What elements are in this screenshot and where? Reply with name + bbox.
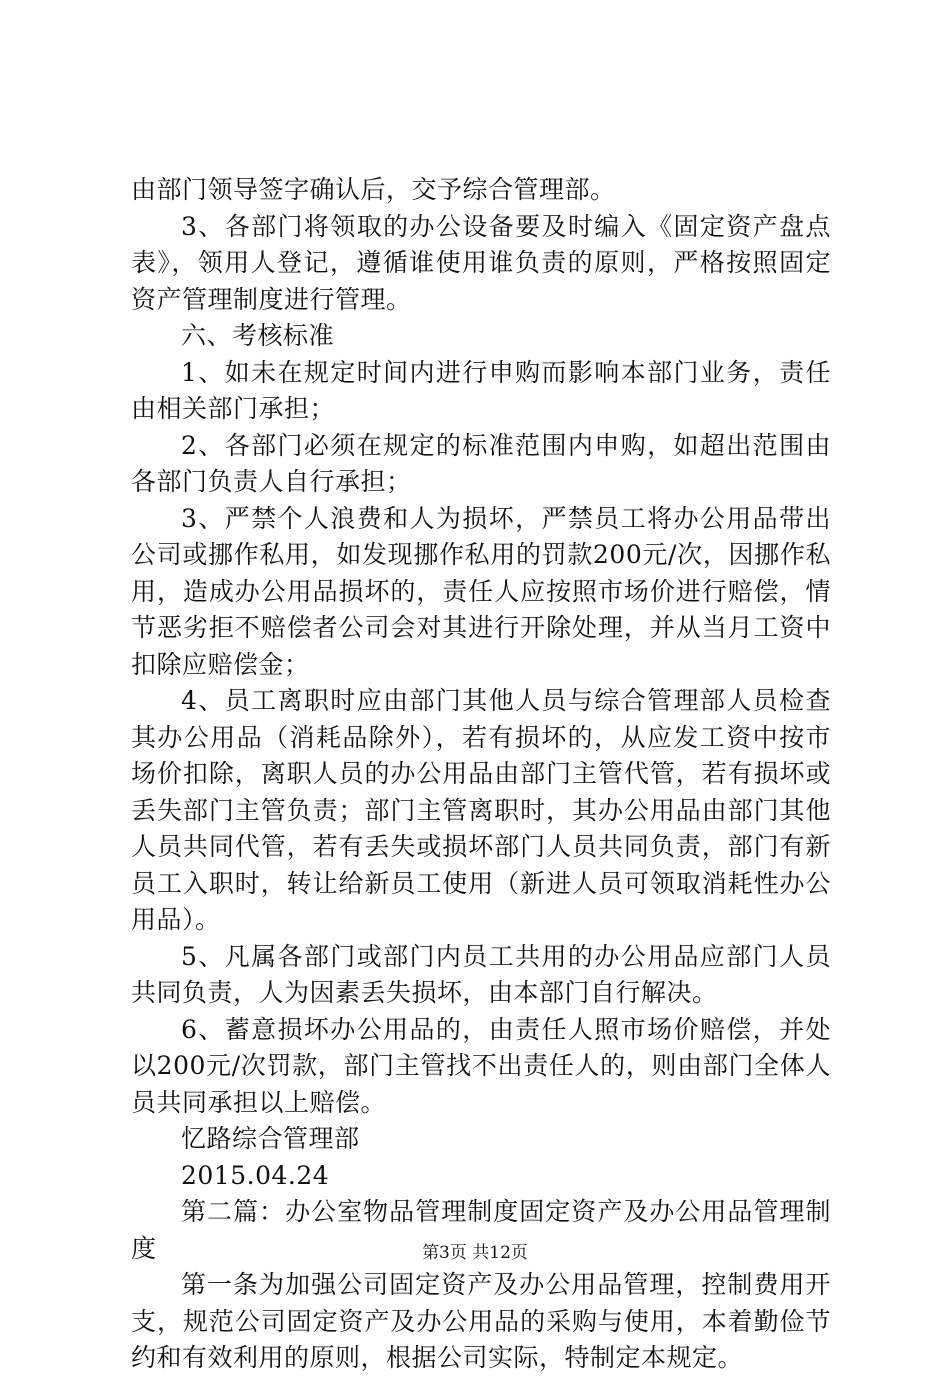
document-body bbox=[131, 172, 831, 1377]
signature-department: 忆路综合管理部 bbox=[181, 1124, 360, 1153]
paragraph-item-1: 1、如未在规定时间内进行申购而影响本部门业务，责任由相关部门承担； bbox=[131, 357, 831, 423]
paragraph-item-6: 6、蓄意损坏办公用品的，由责任人照市场价赔偿，并处以200元/次罚款，部门主管找不出责任人的，则由部门全体人员共同承担以上赔偿。 bbox=[131, 1014, 831, 1117]
paragraph-item-3-equipment: 3、各部门将领取的办公设备要及时编入《固定资产盘点表》，领用人登记，遵循谁使用谁负责的原则，严格按照固定资产管理制度进行管理。 bbox=[131, 211, 831, 314]
paragraph-continuation: 由部门领导签字确认后，交予综合管理部。 bbox=[131, 175, 616, 204]
paragraph-item-3: 3、严禁个人浪费和人为损坏，严禁员工将办公用品带出公司或挪作私用，如发现挪作私用的罚款200元/次，因挪作私用，造成办公用品损坏的，责任人应按照市场价进行赔偿，情节恶劣拒不赔偿者公司会对其进行开除处理，并从当月工资中扣除应赔偿金； bbox=[131, 503, 831, 679]
paragraph-item-2: 2、各部门必须在规定的标准范围内申购，如超出范围由各部门负责人自行承担； bbox=[131, 430, 831, 496]
paragraph-item-5: 5、凡属各部门或部门内员工共用的办公用品应部门人员共同负责，人为因素丢失损坏，由本部门自行解决。 bbox=[131, 941, 831, 1007]
chapter-heading-part-two: 第二篇：办公室物品管理制度固定资产及办公用品管理制度 bbox=[131, 1197, 831, 1263]
signature-date: 2015.04.24 bbox=[181, 1160, 330, 1190]
section-heading-assessment: 六、考核标准 bbox=[181, 321, 335, 350]
paragraph-article-1: 第一条为加强公司固定资产及办公用品管理，控制费用开支，规范公司固定资产及办公用品的采购与使用，本着勤俭节约和有效利用的原则，根据公司实际，特制定本规定。 bbox=[131, 1270, 831, 1372]
paragraph-item-4: 4、员工离职时应由部门其他人员与综合管理部人员检查其办公用品（消耗品除外），若有损坏的，从应发工资中按市场价扣除，离职人员的办公用品由部门主管代管，若有损坏或丢失部门主管负责；部门主管离职时，其办公用品由部门其他人员共同代管，若有丢失或损坏部门人员共同负责，部门有新员工入职时，转让给新员工使用（新进人员可领取消耗性办公用品）。 bbox=[131, 686, 831, 934]
page-number-footer: 第3页 共12页 bbox=[422, 1243, 528, 1263]
